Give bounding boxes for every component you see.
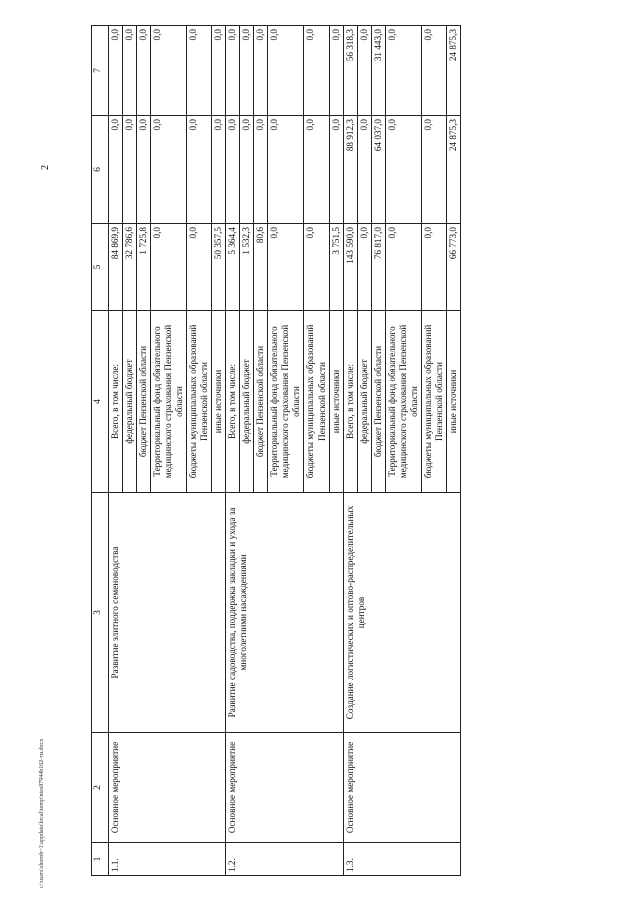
funding-source: иные источники (446, 311, 460, 493)
funding-source: Всего, в том числе: (226, 311, 240, 493)
value-v6: 0,0 (240, 116, 254, 224)
header-cell: 6 (92, 116, 109, 224)
page-number: 2 (40, 165, 51, 170)
value-v6: 0,0 (421, 116, 446, 224)
value-v7: 0,0 (226, 26, 240, 116)
funding-source: бюджеты муниципальных образований Пензенской области (421, 311, 446, 493)
value-v7: 0,0 (151, 26, 187, 116)
funding-table (91, 25, 461, 876)
value-v5: 84 869,9 (109, 224, 123, 311)
value-v5: 0,0 (187, 224, 212, 311)
item-type: Основное мероприятие (109, 733, 226, 843)
value-v7: 0,0 (268, 26, 304, 116)
value-v7: 24 875,3 (446, 26, 460, 116)
funding-source: бюджет Пензенской области (371, 311, 385, 493)
value-v5: 0,0 (304, 224, 329, 311)
value-v7: 56 318,3 (343, 26, 357, 116)
value-v7: 0,0 (421, 26, 446, 116)
funding-source: федеральный бюджет (357, 311, 371, 493)
header-cell: 5 (92, 224, 109, 311)
value-v5: 76 817,0 (371, 224, 385, 311)
value-v7: 0,0 (212, 26, 226, 116)
funding-source: иные источники (212, 311, 226, 493)
table-body (92, 26, 461, 876)
value-v6: 0,0 (357, 116, 371, 224)
value-v5: 66 773,0 (446, 224, 460, 311)
value-v5: 3 751,5 (329, 224, 343, 311)
funding-source: бюджет Пензенской области (254, 311, 268, 493)
value-v6: 0,0 (254, 116, 268, 224)
item-name: Создание логистических и оптово-распределительных центров (343, 493, 460, 733)
value-v7: 0,0 (385, 26, 421, 116)
value-v5: 1 532,3 (240, 224, 254, 311)
value-v5: 0,0 (357, 224, 371, 311)
item-code: 1.3. (343, 843, 460, 876)
funding-source: бюджет Пензенской области (137, 311, 151, 493)
funding-source: федеральный бюджет (123, 311, 137, 493)
value-v6: 0,0 (268, 116, 304, 224)
value-v6: 0,0 (151, 116, 187, 224)
funding-source: Территориальный фонд обязательного медицинского страхования Пензенской области (151, 311, 187, 493)
funding-source: федеральный бюджет (240, 311, 254, 493)
funding-source: иные источники (329, 311, 343, 493)
footer-file-path: c:\users\shorob~1\appdata\local\temp\ntes87944b162-ти.docx (39, 738, 45, 888)
value-v5: 32 786,6 (123, 224, 137, 311)
funding-source: бюджеты муниципальных образований Пензенской области (304, 311, 329, 493)
item-name: Развитие элитного семеноводства (109, 493, 226, 733)
value-v7: 0,0 (123, 26, 137, 116)
table-row (343, 26, 357, 876)
value-v6: 64 037,0 (371, 116, 385, 224)
funding-source: Всего, в том числе: (343, 311, 357, 493)
value-v7: 0,0 (329, 26, 343, 116)
value-v5: 0,0 (385, 224, 421, 311)
value-v5: 0,0 (421, 224, 446, 311)
header-cell: 3 (92, 493, 109, 733)
value-v6: 0,0 (226, 116, 240, 224)
value-v5: 80,6 (254, 224, 268, 311)
value-v7: 0,0 (187, 26, 212, 116)
item-code: 1.2. (226, 843, 343, 876)
value-v7: 0,0 (304, 26, 329, 116)
item-name: Развитие садоводства, поддержка закладки и ухода за многолетними насаждениями (226, 493, 343, 733)
item-type: Основное мероприятие (226, 733, 343, 843)
table-row (109, 26, 123, 876)
value-v6: 88 912,3 (343, 116, 357, 224)
value-v6: 0,0 (329, 116, 343, 224)
value-v6: 0,0 (187, 116, 212, 224)
value-v7: 0,0 (357, 26, 371, 116)
value-v6: 0,0 (212, 116, 226, 224)
value-v5: 0,0 (151, 224, 187, 311)
header-row (92, 26, 109, 876)
value-v6: 0,0 (385, 116, 421, 224)
value-v6: 0,0 (137, 116, 151, 224)
header-cell: 1 (92, 843, 109, 876)
item-code: 1.1. (109, 843, 226, 876)
table-row (226, 26, 240, 876)
value-v6: 0,0 (109, 116, 123, 224)
header-cell: 7 (92, 26, 109, 116)
value-v7: 0,0 (240, 26, 254, 116)
value-v7: 0,0 (109, 26, 123, 116)
header-cell: 4 (92, 311, 109, 493)
value-v5: 5 364,4 (226, 224, 240, 311)
value-v7: 31 443,0 (371, 26, 385, 116)
header-cell: 2 (92, 733, 109, 843)
value-v7: 0,0 (137, 26, 151, 116)
funding-source: Территориальный фонд обязательного медицинского страхования Пензенской области (268, 311, 304, 493)
value-v7: 0,0 (254, 26, 268, 116)
value-v6: 0,0 (123, 116, 137, 224)
value-v5: 50 357,5 (212, 224, 226, 311)
funding-source: Всего, в том числе: (109, 311, 123, 493)
value-v5: 0,0 (268, 224, 304, 311)
value-v6: 24 875,3 (446, 116, 460, 224)
value-v5: 143 590,0 (343, 224, 357, 311)
item-type: Основное мероприятие (343, 733, 460, 843)
rotated-table-container (91, 26, 583, 876)
value-v6: 0,0 (304, 116, 329, 224)
value-v5: 1 725,8 (137, 224, 151, 311)
funding-source: Территориальный фонд обязательного медицинского страхования Пензенской области (385, 311, 421, 493)
funding-source: бюджеты муниципальных образований Пензенской области (187, 311, 212, 493)
